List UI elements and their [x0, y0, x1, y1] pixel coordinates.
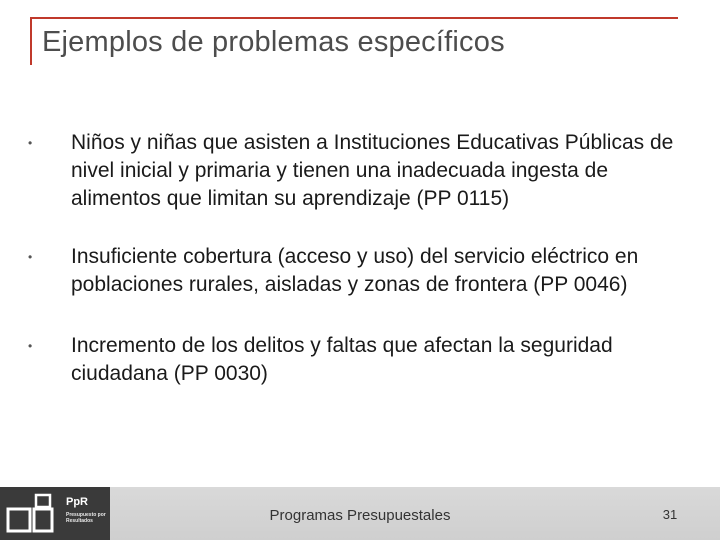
bullet-list	[28, 129, 688, 418]
bullet-text: Incremento de los delitos y faltas que afectan la seguridad ciudadana (PP 0030)	[71, 334, 613, 385]
bullet-marker: •	[28, 339, 33, 353]
footer-center-text: Programas Presupuestales	[269, 507, 451, 524]
title-accent-top-rule	[30, 17, 678, 19]
title-accent-left-rule	[30, 17, 32, 65]
logo-name: PpR	[66, 496, 88, 508]
bullet-marker: •	[28, 250, 33, 264]
bullet-item	[28, 129, 688, 213]
bullet-item	[28, 332, 688, 388]
bullet-text: Niños y niñas que asisten a Instituciones Educativas Públicas de nivel inicial y primaria y tienen una inadecuada ingesta de alimentos que limitan su aprendizaje (PP 0115)	[71, 131, 674, 210]
logo-subtitle: Presupuesto por Resultados	[66, 512, 106, 524]
slide-title: Ejemplos de problemas específicos	[42, 26, 505, 58]
page-number: 31	[662, 507, 678, 522]
bullet-text: Insuficiente cobertura (acceso y uso) del servicio eléctrico en poblaciones rurales, aisladas y zonas de frontera (PP 0046)	[71, 245, 639, 296]
ppr-logo-icon	[6, 492, 56, 536]
bullet-item	[28, 243, 688, 299]
bullet-marker: •	[28, 136, 33, 150]
